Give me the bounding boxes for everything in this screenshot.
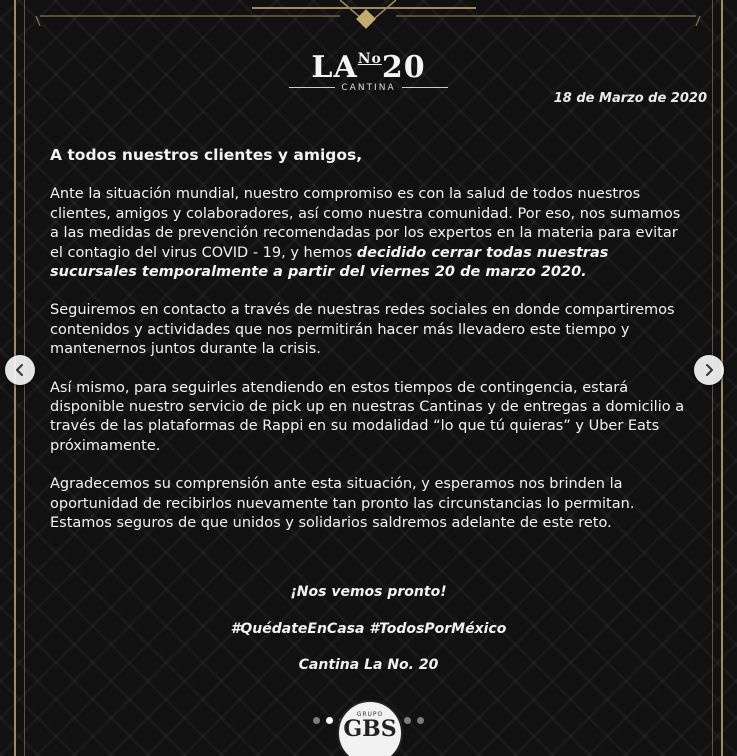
top-ornament (0, 0, 737, 40)
brand-logo (0, 42, 737, 93)
carousel-dot[interactable] (313, 717, 320, 724)
logo-text-left: LA (311, 50, 358, 85)
letter-date: 18 de Marzo de 2020 (553, 91, 707, 106)
logo-rule-left (289, 87, 335, 88)
logo-subtitle-text: CANTINA (341, 83, 396, 93)
signature: Cantina La No. 20 (298, 657, 439, 673)
badge-main-text: GBS (343, 716, 397, 742)
hashtags: #QuédateEnCasa #TodosPorMéxico (230, 621, 507, 637)
letter-greeting: A todos nuestros clientes y amigos, (50, 146, 363, 164)
chevron-right-icon (702, 363, 716, 377)
carousel-dot[interactable] (404, 717, 411, 724)
carousel-dot[interactable] (417, 717, 424, 724)
paragraph-4: Agradecemos su comprensión ante esta situación, y esperamos nos brinden la oportunidad de recibirlos nuevamente tan pronto las circunstancias lo permitan. Estamos seguros de que unidos y solidarios saldremos adelante de este reto. (50, 476, 635, 532)
paragraph-1-text: Ante la situación mundial, nuestro compromiso es con la salud de todos nuestros clientes, amigos y colaboradores, así como nuestra comunidad. Por eso, nos sumamos a las medidas de prevención recomendadas por los expertos en la materia para evitar el contagio del virus COVID - 19, y hemos (50, 186, 681, 261)
paragraph-1 (50, 185, 690, 282)
paragraph-2: Seguiremos en contacto a través de nuestras redes sociales en donde compartiremos contenidos y actividades que nos permitirán hacer más llevadero este tiempo y mantenernos juntos durante la crisis. (50, 302, 675, 358)
letter-body (50, 146, 690, 553)
logo-rule-right (402, 87, 448, 88)
chevron-left-icon (13, 363, 27, 377)
sign-off: ¡Nos vemos pronto! (290, 584, 447, 600)
badge-small-text: GRUPO (356, 711, 384, 718)
carousel-dot[interactable] (326, 717, 333, 724)
carousel-next-button[interactable] (694, 355, 724, 385)
logo-wordmark (0, 42, 737, 85)
paragraph-3: Así mismo, para seguirles atendiendo en estos tiempos de contingencia, estará disponible nuestro servicio de pick up en nuestras Cantinas y de entregas a domicilio a través de las plataformas de Rappi en su modalidad “lo que tú quieras” y Uber Eats próximamente. (50, 379, 685, 454)
paragraph-1-emphasis: decidido cerrar todas nuestras sucursales temporalmente a partir del viernes 20 de marzo 2020. (50, 244, 609, 281)
carousel-prev-button[interactable] (5, 355, 35, 385)
logo-text-sup: No (357, 51, 382, 67)
group-badge-logo (337, 700, 403, 756)
logo-text-right: 20 (381, 50, 426, 85)
